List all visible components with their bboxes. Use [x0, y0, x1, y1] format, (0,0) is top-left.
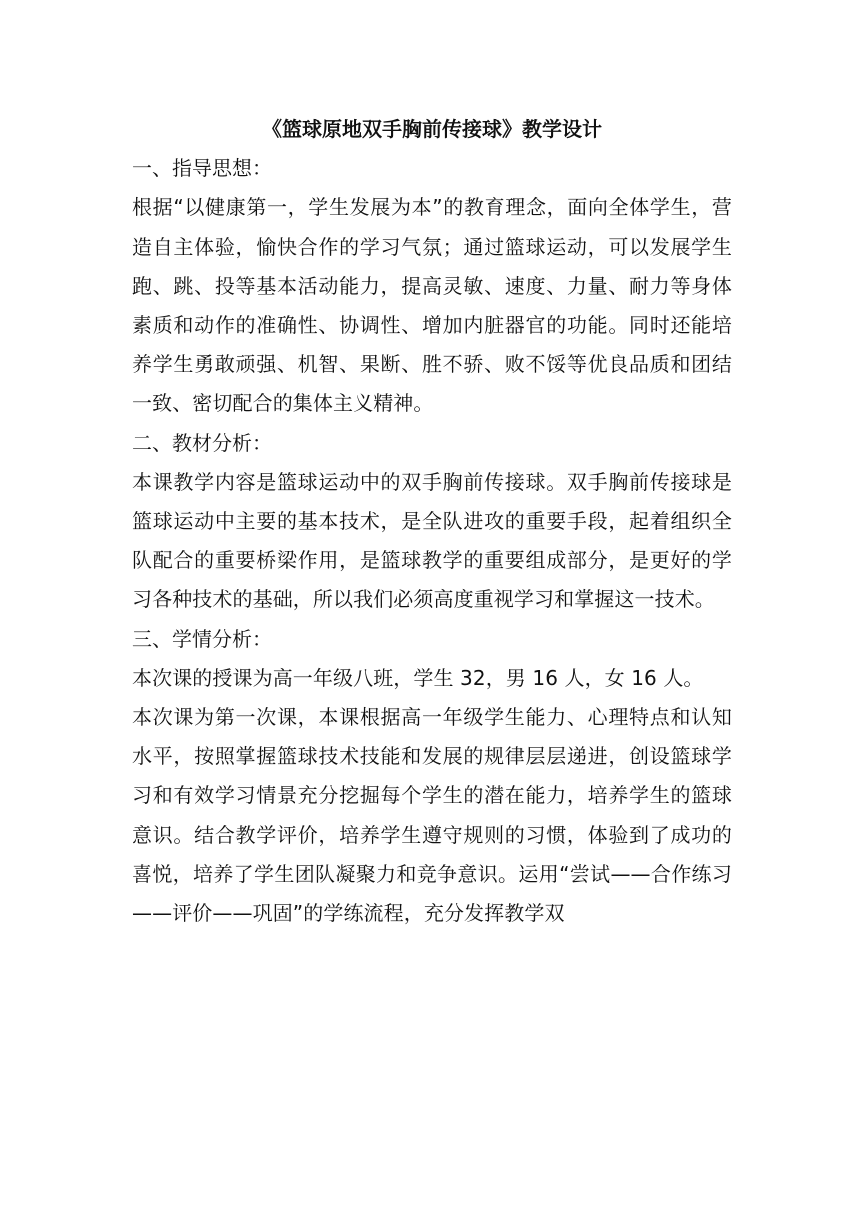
document-body	[132, 110, 732, 933]
paragraph-material-analysis: 本课教学内容是篮球运动中的双手胸前传接球。双手胸前传接球是篮球运动中主要的基本技术，是全队进攻的重要手段，起着组织全队配合的重要桥梁作用，是篮球教学的重要组成部分，是更好的学习各种技术的基础，所以我们必须高度重视学习和掌握这一技术。	[132, 469, 732, 612]
section-heading-guiding-ideology: 一、指导思想：	[132, 156, 272, 181]
section-heading-material-analysis: 二、教材分析：	[132, 430, 272, 455]
paragraph-class-info: 本次课的授课为高一年级八班，学生 32，男 16 人，女 16 人。	[132, 665, 704, 690]
paragraph-student-analysis: 本次课为第一次课，本课根据高一年级学生能力、心理特点和认知水平，按照掌握篮球技术技能和发展的规律层层递进，创设篮球学习和有效学习情景充分挖掘每个学生的潜在能力，培养学生的篮球意识。结合教学评价，培养学生遵守规则的习惯，体验到了成功的喜悦，培养了学生团队凝聚力和竞争意识。运用“尝试——合作练习——评价——巩固”的学练流程，充分发挥教学双	[132, 705, 732, 926]
document-title: 《篮球原地双手胸前传接球》教学设计	[262, 117, 602, 141]
section-heading-student-analysis: 三、学情分析：	[132, 626, 272, 651]
paragraph-guiding-ideology: 根据“以健康第一，学生发展为本”的教育理念，面向全体学生，营造自主体验，愉快合作的学习气氛；通过篮球运动，可以发展学生跑、跳、投等基本活动能力，提高灵敏、速度、力量、耐力等身体素质和动作的准确性、协调性、增加内脏器官的功能。同时还能培养学生勇敢顽强、机智、果断、胜不骄、败不馁等优良品质和团结一致、密切配合的集体主义精神。	[132, 195, 732, 416]
